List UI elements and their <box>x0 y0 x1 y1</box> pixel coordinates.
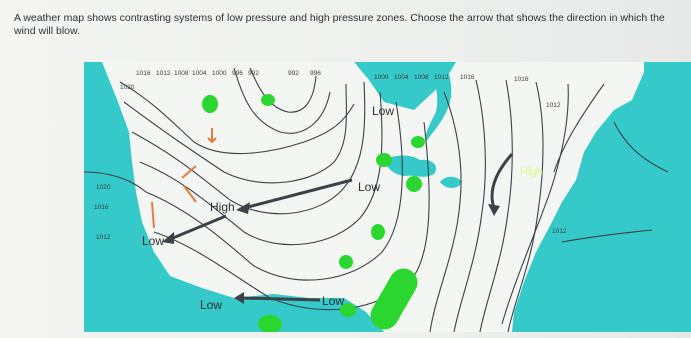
isobar-label: 1008 <box>174 70 189 77</box>
rain-blob <box>371 224 385 240</box>
rain-blob <box>406 176 422 192</box>
isobar-label: 996 <box>310 70 321 77</box>
question-text: A weather map shows contrasting systems of low pressure and high pressure zones. Choose the arrow that shows the direction in which the wind will blow. <box>14 12 665 37</box>
isobar-label: 1008 <box>414 74 429 81</box>
pressure-label-low: Low <box>322 294 345 308</box>
isobar-label: 1012 <box>96 234 111 241</box>
isobar-label: 1004 <box>394 74 409 81</box>
isobar-label: 1016 <box>136 70 151 77</box>
isobar-label: 1016 <box>460 74 475 81</box>
isobar-label: 1004 <box>192 70 207 77</box>
isobar-label: 992 <box>288 70 299 77</box>
isobar-label: 996 <box>232 70 243 77</box>
isobar-label: 1000 <box>212 70 227 77</box>
pressure-label-low: Low <box>358 180 381 194</box>
isobar-label: 1016 <box>94 204 109 211</box>
isobar-label: 1016 <box>514 76 529 83</box>
pressure-label-low: Low <box>200 298 223 312</box>
rain-blob <box>202 95 218 113</box>
isobar-label: 1012 <box>552 228 567 235</box>
isobar-label: 1000 <box>374 74 389 81</box>
weather-map <box>84 62 691 332</box>
isobar-label: 992 <box>248 70 259 77</box>
rain-blob <box>339 255 353 269</box>
isobar-label: 1012 <box>434 74 449 81</box>
isobar-label: 1020 <box>96 184 111 191</box>
rain-blob <box>376 153 392 167</box>
isobar-label: 1012 <box>546 102 561 109</box>
weather-map-graphic <box>84 62 691 332</box>
pressure-label-high: High <box>520 166 543 178</box>
isobar-label: 1012 <box>156 70 171 77</box>
pressure-label-low: Low <box>372 104 395 118</box>
isobar-label: 1020 <box>120 84 135 91</box>
rain-blob <box>261 94 275 106</box>
rain-blob <box>411 136 425 148</box>
pressure-label-low: Low <box>142 234 165 248</box>
pressure-label-high: High <box>210 200 235 214</box>
